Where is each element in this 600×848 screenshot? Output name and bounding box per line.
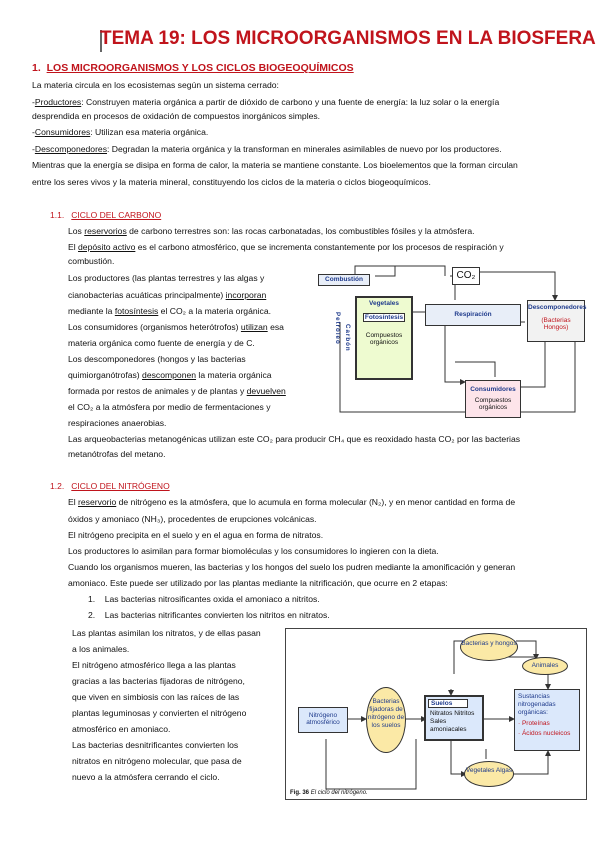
carbon-line-14: Las arqueobacterias metanogénicas utilizan este CO₂ para producir CH₄ que es reoxidado hasta CO₂ por las bacterias — [68, 434, 521, 444]
consumidores-text: : Utilizan esa materia orgánica. — [90, 127, 209, 137]
nitrogen-para-3: El nitrógeno atmosférico llega a las plantas — [72, 660, 236, 670]
carbon-l5a: cianobacterias acuáticas principalmente) — [68, 290, 226, 300]
utilizan-term: utilizan — [240, 322, 268, 332]
carbon-line-10 — [68, 370, 272, 381]
consumidores-box — [465, 380, 521, 418]
carbon-number: 1.1. — [50, 210, 65, 220]
nitrogen-number: 1.2. — [50, 481, 65, 491]
suelos-box — [424, 695, 484, 741]
fotosintesis-label: Fotosíntesis — [364, 314, 404, 321]
consumidores-line: -Consumidores: Utilizan esa materia orgánica. — [32, 127, 209, 137]
nitrogen-title: CICLO DEL NITRÓGENO — [71, 481, 170, 491]
carbon-line-5 — [68, 290, 266, 301]
incorporan-term: incorporan — [225, 290, 267, 300]
carbon-line-4: Los productores (las plantas terrestres y las algas y — [68, 273, 265, 283]
reservorios-term: reservorios — [84, 226, 127, 236]
carbon-l7b: esa — [267, 322, 284, 332]
step-1-number: 1. — [88, 594, 96, 604]
descomponen-term: descomponen — [142, 370, 197, 380]
vegetales-label: Vegetales — [369, 300, 399, 307]
energy-line-2: entre los seres vivos y la materia mineral, constituyendo los ciclos de la materia o ciclos biogeoquímicos. — [32, 177, 431, 187]
descomponedores-line: -Descomponedores: Degradan la materia orgánica y la transforman en minerales asimilables de nuevo por los productores. — [32, 144, 502, 154]
carbon-line-7 — [68, 322, 284, 333]
productores-line-2: desprendida en procesos de oxidación de compuestos inorgánicos simples. — [32, 111, 321, 121]
figure-number: Fig. 36 — [290, 790, 310, 796]
carbon-l10b: la materia orgánica — [196, 370, 272, 380]
devuelven-term: devuelven — [246, 386, 286, 396]
nitrogen-para-2: a los animales. — [72, 644, 130, 654]
bacterias-fijadoras-ellipse: Bacterias fijadoras de nitrógeno de los suelos — [366, 687, 406, 753]
carbon-l6b: el CO₂ a la materia orgánica. — [158, 306, 272, 316]
petroleo-label: Petróleo — [334, 312, 341, 345]
carbon-line-2 — [68, 242, 504, 253]
combustion-box: Combustión — [318, 274, 370, 286]
carbon-l10a: quimiorganótrofas) — [68, 370, 143, 380]
carbon-l1b: de carbono terrestres son: las rocas carbonatadas, los combustibles fósiles y la atmósfera. — [126, 226, 475, 236]
carbon-heading — [50, 210, 161, 220]
nitrogen-para-1: Las plantas asimilan los nitratos, y de ellas pasan — [72, 628, 261, 638]
nitrogen-para-6: plantas leguminosas y convierten el nitrógeno — [72, 708, 247, 718]
nitrogen-para-10: nuevo a la atmósfera cerrando el ciclo. — [72, 772, 220, 782]
bacterias-hongos-ellipse: Bacterias y hongos — [460, 633, 518, 661]
step-2-text: Las bacterias nitrificantes convierten los nitritos en nitratos. — [104, 610, 330, 620]
nitrogen-line-3: El nitrógeno precipita en el suelo y en el agua en forma de nitratos. — [68, 530, 324, 540]
descomponedores-term: Descomponedores — [34, 144, 108, 154]
compuestos-label: Compuestos orgánicos — [365, 332, 403, 346]
co2-box: CO₂ — [452, 267, 480, 285]
productores-term: Productores — [34, 97, 82, 107]
acidos-label: · Ácidos nucleicos — [518, 730, 571, 737]
productores-text: : Construyen materia orgánica a partir de dióxido de carbono y una fuente de energía: la luz solar o la energía — [81, 97, 500, 107]
carbon-line-11 — [68, 386, 286, 397]
carbon-line-1 — [68, 226, 475, 237]
figure-caption — [290, 790, 368, 796]
bacterias-hongos-label: (Bacterias Hongos) — [541, 317, 571, 331]
reservorio-term: reservorio — [78, 497, 117, 507]
proteinas-label: · Proteínas — [518, 720, 550, 727]
animales-ellipse: Animales — [522, 657, 568, 675]
carbon-line-3: combustión. — [68, 256, 115, 266]
fotosintesis-term: fotosíntesis — [114, 306, 159, 316]
nitrogen-line-5: Cuando los organismos mueren, las bacterias y los hongos del suelo los pudren mediante la amonificación y generan — [68, 562, 516, 572]
carbon-l7a: Los consumidores (organismos heterótrofos) — [68, 322, 241, 332]
carbon-cycle-diagram — [315, 262, 585, 427]
carbon-label: Carbón — [344, 324, 351, 352]
nitrogen-cycle-diagram — [285, 628, 587, 800]
nitrogen-l1b: de nitrógeno es la atmósfera, que lo acumula en forma molecular (N₂), y en menor cantidad en forma de — [116, 497, 516, 507]
nitrogen-para-9: nitratos en nitrógeno molecular, que pasa de — [72, 756, 242, 766]
carbon-l11a: formada por restos de animales y de plantas y — [68, 386, 247, 396]
nitrogen-line-1 — [68, 497, 515, 508]
nitrogen-line-6: amoniaco. Este puede ser utilizado por las plantas mediante la nitrificación, que ocurre en 2 etapas: — [68, 578, 448, 588]
sustancias-label: Sustancias nitrogenadas orgánicas: — [518, 693, 556, 716]
descomponedores-text: : Degradan la materia orgánica y la transforman en minerales asimilables de nuevo por los productores. — [107, 144, 502, 154]
nitrogen-para-8: Las bacterias desnitrificantes convierten los — [72, 740, 239, 750]
carbon-line-12: el CO₂ a la atmósfera por medio de fermentaciones y — [68, 402, 271, 412]
carbon-line-13: respiraciones anaerobias. — [68, 418, 167, 428]
figure-caption-text: El ciclo del nitrógeno. — [310, 790, 368, 796]
nitrogen-para-5: que viven en simbiosis con las raíces de las — [72, 692, 240, 702]
consumidores-label: Consumidores — [470, 386, 516, 393]
suelos-content: Nitratos Nitritos Sales amoniacales — [430, 710, 475, 733]
carbon-line-6 — [68, 306, 271, 317]
respiracion-box: Respiración — [425, 304, 521, 326]
step-1-text: Las bacterias nitrosificantes oxida el amoniaco a nitritos. — [104, 594, 320, 604]
nitrogen-para-7: atmosférico en amoniaco. — [72, 724, 171, 734]
energy-line-1: Mientras que la energía se disipa en forma de calor, la materia se mantiene constante. Los bioelementos que la forman circulan — [32, 160, 518, 170]
carbon-line-9: Los descomponedores (hongos y las bacterias — [68, 354, 246, 364]
page-title: TEMA 19: LOS MICROORGANISMOS EN LA BIOSFERA — [100, 28, 596, 49]
carbon-l6a: mediante la — [68, 306, 115, 316]
step-2-number: 2. — [88, 610, 96, 620]
compuestos-2-label: Compuestos orgánicos — [474, 397, 512, 411]
nitrogen-step-2 — [88, 610, 330, 621]
carbon-l1a: Los — [68, 226, 85, 236]
nitrogen-l1a: El — [68, 497, 79, 507]
nitrogen-step-1 — [88, 594, 320, 605]
descomponedores-label: Descomponedores — [528, 304, 587, 311]
carbon-line-15: metanótrofas del metano. — [68, 449, 166, 459]
section-1-number: 1. — [32, 62, 41, 74]
vegetales-algas-ellipse: Vegetales Algas — [464, 761, 514, 787]
intro-line: La materia circula en los ecosistemas según un sistema cerrado: — [32, 80, 279, 90]
carbon-title: CICLO DEL CARBONO — [71, 210, 162, 220]
vegetales-box — [355, 296, 413, 380]
carbon-line-8: materia orgánica como fuente de energía y de C. — [68, 338, 255, 348]
descomponedores-box — [527, 300, 585, 342]
consumidores-term: Consumidores — [34, 127, 91, 137]
carbon-l2b: es el carbono atmosférico, que se incrementa constantemente por los procesos de respiración y — [135, 242, 504, 252]
nitrogen-heading — [50, 481, 170, 491]
nitrogen-line-2: óxidos y amoniaco (NH₃), procedentes de erupciones volcánicas. — [68, 514, 317, 524]
nitrogen-para-4: gracias a las bacterias fijadoras de nitrógeno, — [72, 676, 245, 686]
sustancias-box — [514, 689, 580, 751]
suelos-title: Suelos — [428, 699, 468, 708]
section-1-heading — [32, 62, 354, 74]
nitrogeno-atm-box: Nitrógeno atmosférico — [298, 707, 348, 733]
section-1-title: LOS MICROORGANISMOS Y LOS CICLOS BIOGEOQUÍMICOS — [46, 62, 354, 74]
productores-line: -Productores: Construyen materia orgánica a partir de dióxido de carbono y una fuente de energía: la luz solar o la energía — [32, 97, 500, 107]
nitrogen-line-4: Los productores lo asimilan para formar biomoléculas y los consumidores lo ingieren con la dieta. — [68, 546, 439, 556]
carbon-l2a: El — [68, 242, 79, 252]
deposito-activo-term: depósito activo — [78, 242, 136, 252]
